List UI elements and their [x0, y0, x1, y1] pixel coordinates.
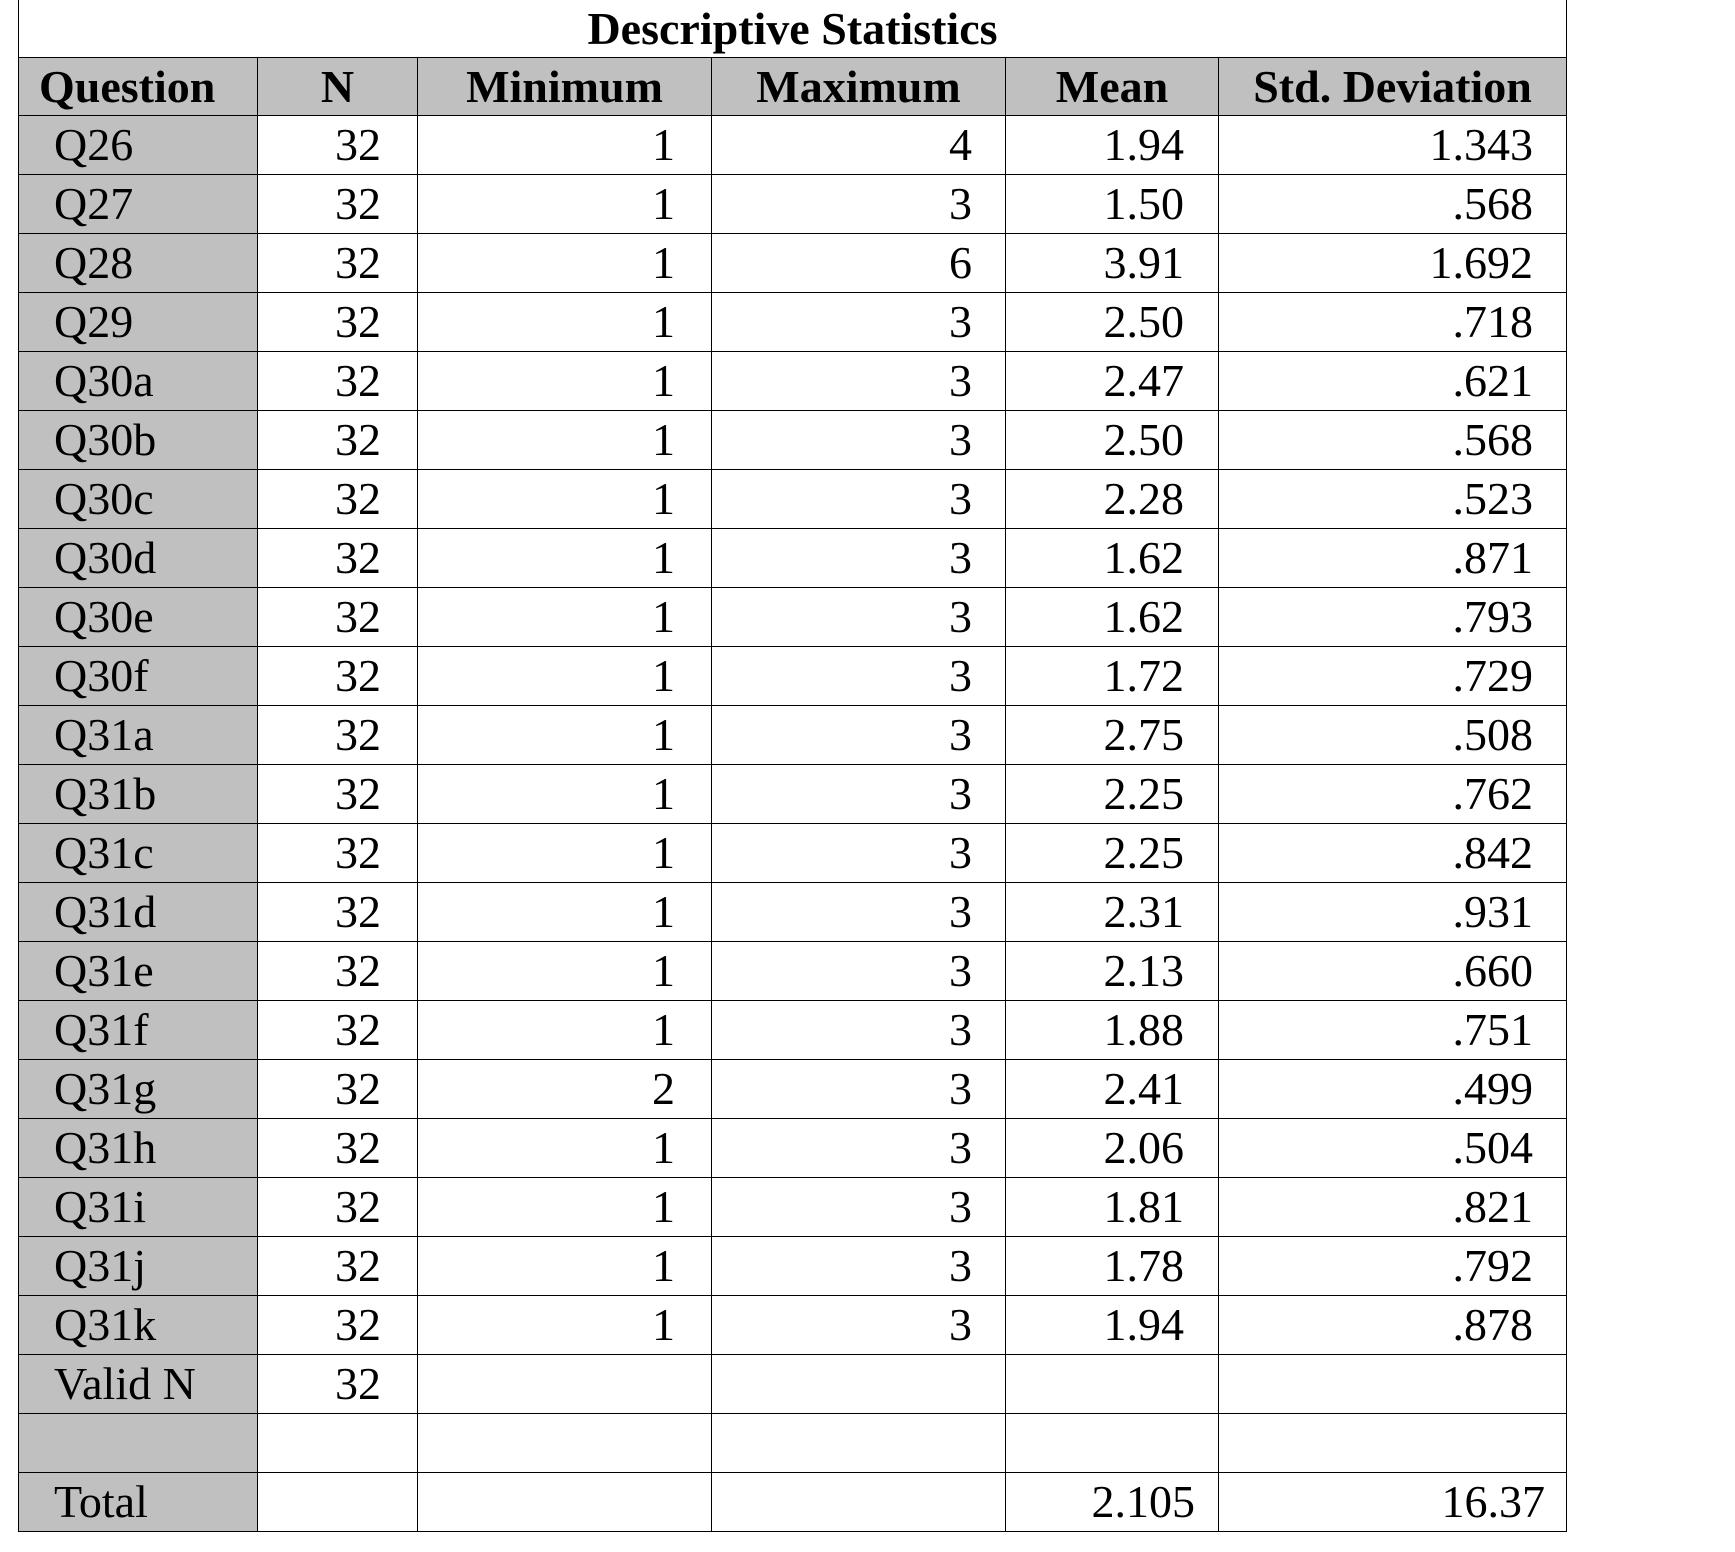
cell-mean: 2.41 [1006, 1060, 1219, 1119]
cell-minimum: 1 [418, 1178, 712, 1237]
table-title: Descriptive Statistics [19, 0, 1567, 58]
cell-question: Q31i [19, 1178, 258, 1237]
cell-mean: 2.50 [1006, 411, 1219, 470]
cell-mean: 1.81 [1006, 1178, 1219, 1237]
cell-minimum: 1 [418, 647, 712, 706]
cell-minimum: 1 [418, 293, 712, 352]
cell-minimum: 1 [418, 824, 712, 883]
cell-question: Q31b [19, 765, 258, 824]
cell-mean: 2.50 [1006, 293, 1219, 352]
cell-question: Q31k [19, 1296, 258, 1355]
cell-question: Total [19, 1473, 258, 1532]
cell-question: Q31a [19, 706, 258, 765]
cell-std-deviation: .931 [1219, 883, 1567, 942]
cell-question [19, 1414, 258, 1473]
cell-std-deviation: .878 [1219, 1296, 1567, 1355]
cell-std-deviation: .792 [1219, 1237, 1567, 1296]
cell-question: Q31g [19, 1060, 258, 1119]
cell-n: 32 [258, 470, 418, 529]
cell-minimum: 1 [418, 1237, 712, 1296]
cell-n: 32 [258, 116, 418, 175]
cell-question: Q28 [19, 234, 258, 293]
cell-mean: 1.72 [1006, 647, 1219, 706]
cell-mean: 1.94 [1006, 116, 1219, 175]
cell-std-deviation: .568 [1219, 411, 1567, 470]
cell-std-deviation: .508 [1219, 706, 1567, 765]
cell-mean [1006, 1414, 1219, 1473]
table-row [19, 411, 1567, 470]
cell-maximum: 3 [712, 411, 1006, 470]
cell-mean: 2.25 [1006, 824, 1219, 883]
cell-minimum: 1 [418, 234, 712, 293]
cell-mean: 2.31 [1006, 883, 1219, 942]
table-row [19, 470, 1567, 529]
cell-maximum: 4 [712, 116, 1006, 175]
cell-n: 32 [258, 647, 418, 706]
table-row [19, 175, 1567, 234]
cell-maximum: 3 [712, 175, 1006, 234]
header-mean: Mean [1006, 58, 1219, 116]
table-row [19, 1001, 1567, 1060]
header-n: N [258, 58, 418, 116]
cell-maximum: 3 [712, 765, 1006, 824]
cell-std-deviation [1219, 1414, 1567, 1473]
cell-minimum [418, 1355, 712, 1414]
table-row [19, 706, 1567, 765]
cell-question: Q30e [19, 588, 258, 647]
cell-n: 32 [258, 824, 418, 883]
cell-mean: 2.06 [1006, 1119, 1219, 1178]
cell-question: Q31j [19, 1237, 258, 1296]
cell-n: 32 [258, 1355, 418, 1414]
header-maximum: Maximum [712, 58, 1006, 116]
cell-std-deviation: .718 [1219, 293, 1567, 352]
table-row [19, 1060, 1567, 1119]
cell-mean [1006, 1355, 1219, 1414]
cell-std-deviation: 1.692 [1219, 234, 1567, 293]
cell-n: 32 [258, 175, 418, 234]
cell-question: Q30f [19, 647, 258, 706]
cell-mean: 2.75 [1006, 706, 1219, 765]
cell-minimum: 1 [418, 352, 712, 411]
cell-std-deviation: .793 [1219, 588, 1567, 647]
cell-maximum: 3 [712, 1296, 1006, 1355]
table-row [19, 352, 1567, 411]
cell-mean: 1.88 [1006, 1001, 1219, 1060]
cell-n: 32 [258, 1119, 418, 1178]
cell-n: 32 [258, 234, 418, 293]
cell-mean: 1.62 [1006, 529, 1219, 588]
cell-question: Q29 [19, 293, 258, 352]
cell-maximum: 3 [712, 1178, 1006, 1237]
cell-mean: 2.105 [1006, 1473, 1219, 1532]
cell-minimum: 1 [418, 942, 712, 1001]
cell-std-deviation: .762 [1219, 765, 1567, 824]
header-minimum: Minimum [418, 58, 712, 116]
cell-std-deviation: .523 [1219, 470, 1567, 529]
cell-n: 32 [258, 411, 418, 470]
cell-maximum: 3 [712, 588, 1006, 647]
table-row [19, 234, 1567, 293]
cell-std-deviation: .504 [1219, 1119, 1567, 1178]
cell-maximum [712, 1355, 1006, 1414]
cell-std-deviation: .751 [1219, 1001, 1567, 1060]
cell-std-deviation: .621 [1219, 352, 1567, 411]
cell-question: Q27 [19, 175, 258, 234]
cell-minimum: 1 [418, 1296, 712, 1355]
cell-n: 32 [258, 1060, 418, 1119]
cell-mean: 1.78 [1006, 1237, 1219, 1296]
cell-minimum [418, 1473, 712, 1532]
cell-minimum [418, 1414, 712, 1473]
table-row [19, 1355, 1567, 1414]
table-row [19, 1473, 1567, 1532]
table-row [19, 647, 1567, 706]
table-body [19, 116, 1567, 1532]
cell-maximum: 3 [712, 1060, 1006, 1119]
cell-n: 32 [258, 529, 418, 588]
cell-n: 32 [258, 352, 418, 411]
cell-n: 32 [258, 706, 418, 765]
cell-std-deviation [1219, 1355, 1567, 1414]
cell-std-deviation: .729 [1219, 647, 1567, 706]
cell-question: Q30b [19, 411, 258, 470]
table-row [19, 1119, 1567, 1178]
cell-question: Q26 [19, 116, 258, 175]
cell-maximum: 3 [712, 352, 1006, 411]
cell-minimum: 1 [418, 116, 712, 175]
cell-mean: 2.25 [1006, 765, 1219, 824]
cell-n: 32 [258, 293, 418, 352]
cell-mean: 1.94 [1006, 1296, 1219, 1355]
cell-minimum: 1 [418, 883, 712, 942]
cell-std-deviation: 1.343 [1219, 116, 1567, 175]
descriptive-statistics-table [18, 0, 1567, 1532]
cell-std-deviation: .821 [1219, 1178, 1567, 1237]
cell-mean: 3.91 [1006, 234, 1219, 293]
cell-question: Q31f [19, 1001, 258, 1060]
cell-maximum: 3 [712, 824, 1006, 883]
cell-mean: 1.50 [1006, 175, 1219, 234]
cell-minimum: 1 [418, 1001, 712, 1060]
cell-minimum: 1 [418, 529, 712, 588]
cell-n: 32 [258, 588, 418, 647]
cell-n: 32 [258, 1237, 418, 1296]
cell-minimum: 1 [418, 706, 712, 765]
cell-mean: 2.47 [1006, 352, 1219, 411]
cell-maximum: 3 [712, 293, 1006, 352]
table-row [19, 116, 1567, 175]
cell-question: Q30a [19, 352, 258, 411]
cell-minimum: 1 [418, 765, 712, 824]
cell-mean: 2.13 [1006, 942, 1219, 1001]
cell-std-deviation: 16.37 [1219, 1473, 1567, 1532]
cell-maximum: 3 [712, 470, 1006, 529]
table-row [19, 883, 1567, 942]
cell-std-deviation: .842 [1219, 824, 1567, 883]
table-row [19, 1237, 1567, 1296]
cell-n [258, 1473, 418, 1532]
cell-question: Q31c [19, 824, 258, 883]
cell-std-deviation: .568 [1219, 175, 1567, 234]
cell-minimum: 1 [418, 411, 712, 470]
table-row [19, 1414, 1567, 1473]
cell-std-deviation: .871 [1219, 529, 1567, 588]
cell-maximum: 6 [712, 234, 1006, 293]
header-row [19, 58, 1567, 116]
cell-n: 32 [258, 1178, 418, 1237]
cell-maximum: 3 [712, 529, 1006, 588]
cell-maximum: 3 [712, 1119, 1006, 1178]
table-row [19, 824, 1567, 883]
cell-maximum: 3 [712, 1237, 1006, 1296]
table-row [19, 942, 1567, 1001]
cell-minimum: 1 [418, 470, 712, 529]
cell-minimum: 1 [418, 175, 712, 234]
cell-n: 32 [258, 883, 418, 942]
table-row [19, 293, 1567, 352]
table-row [19, 1178, 1567, 1237]
cell-maximum: 3 [712, 1001, 1006, 1060]
cell-maximum: 3 [712, 706, 1006, 765]
header-question: Question [19, 58, 258, 116]
cell-maximum [712, 1414, 1006, 1473]
cell-question: Valid N [19, 1355, 258, 1414]
header-std-deviation: Std. Deviation [1219, 58, 1567, 116]
cell-std-deviation: .499 [1219, 1060, 1567, 1119]
cell-question: Q31e [19, 942, 258, 1001]
cell-n: 32 [258, 1001, 418, 1060]
cell-n: 32 [258, 765, 418, 824]
cell-minimum: 1 [418, 588, 712, 647]
cell-maximum: 3 [712, 647, 1006, 706]
cell-minimum: 1 [418, 1119, 712, 1178]
table-row [19, 588, 1567, 647]
table-row [19, 529, 1567, 588]
cell-question: Q31d [19, 883, 258, 942]
cell-question: Q30d [19, 529, 258, 588]
cell-maximum [712, 1473, 1006, 1532]
table-row [19, 765, 1567, 824]
cell-mean: 2.28 [1006, 470, 1219, 529]
cell-minimum: 2 [418, 1060, 712, 1119]
cell-question: Q31h [19, 1119, 258, 1178]
cell-n: 32 [258, 942, 418, 1001]
cell-n: 32 [258, 1296, 418, 1355]
table-row [19, 1296, 1567, 1355]
cell-maximum: 3 [712, 942, 1006, 1001]
cell-n [258, 1414, 418, 1473]
cell-mean: 1.62 [1006, 588, 1219, 647]
cell-std-deviation: .660 [1219, 942, 1567, 1001]
cell-question: Q30c [19, 470, 258, 529]
cell-maximum: 3 [712, 883, 1006, 942]
